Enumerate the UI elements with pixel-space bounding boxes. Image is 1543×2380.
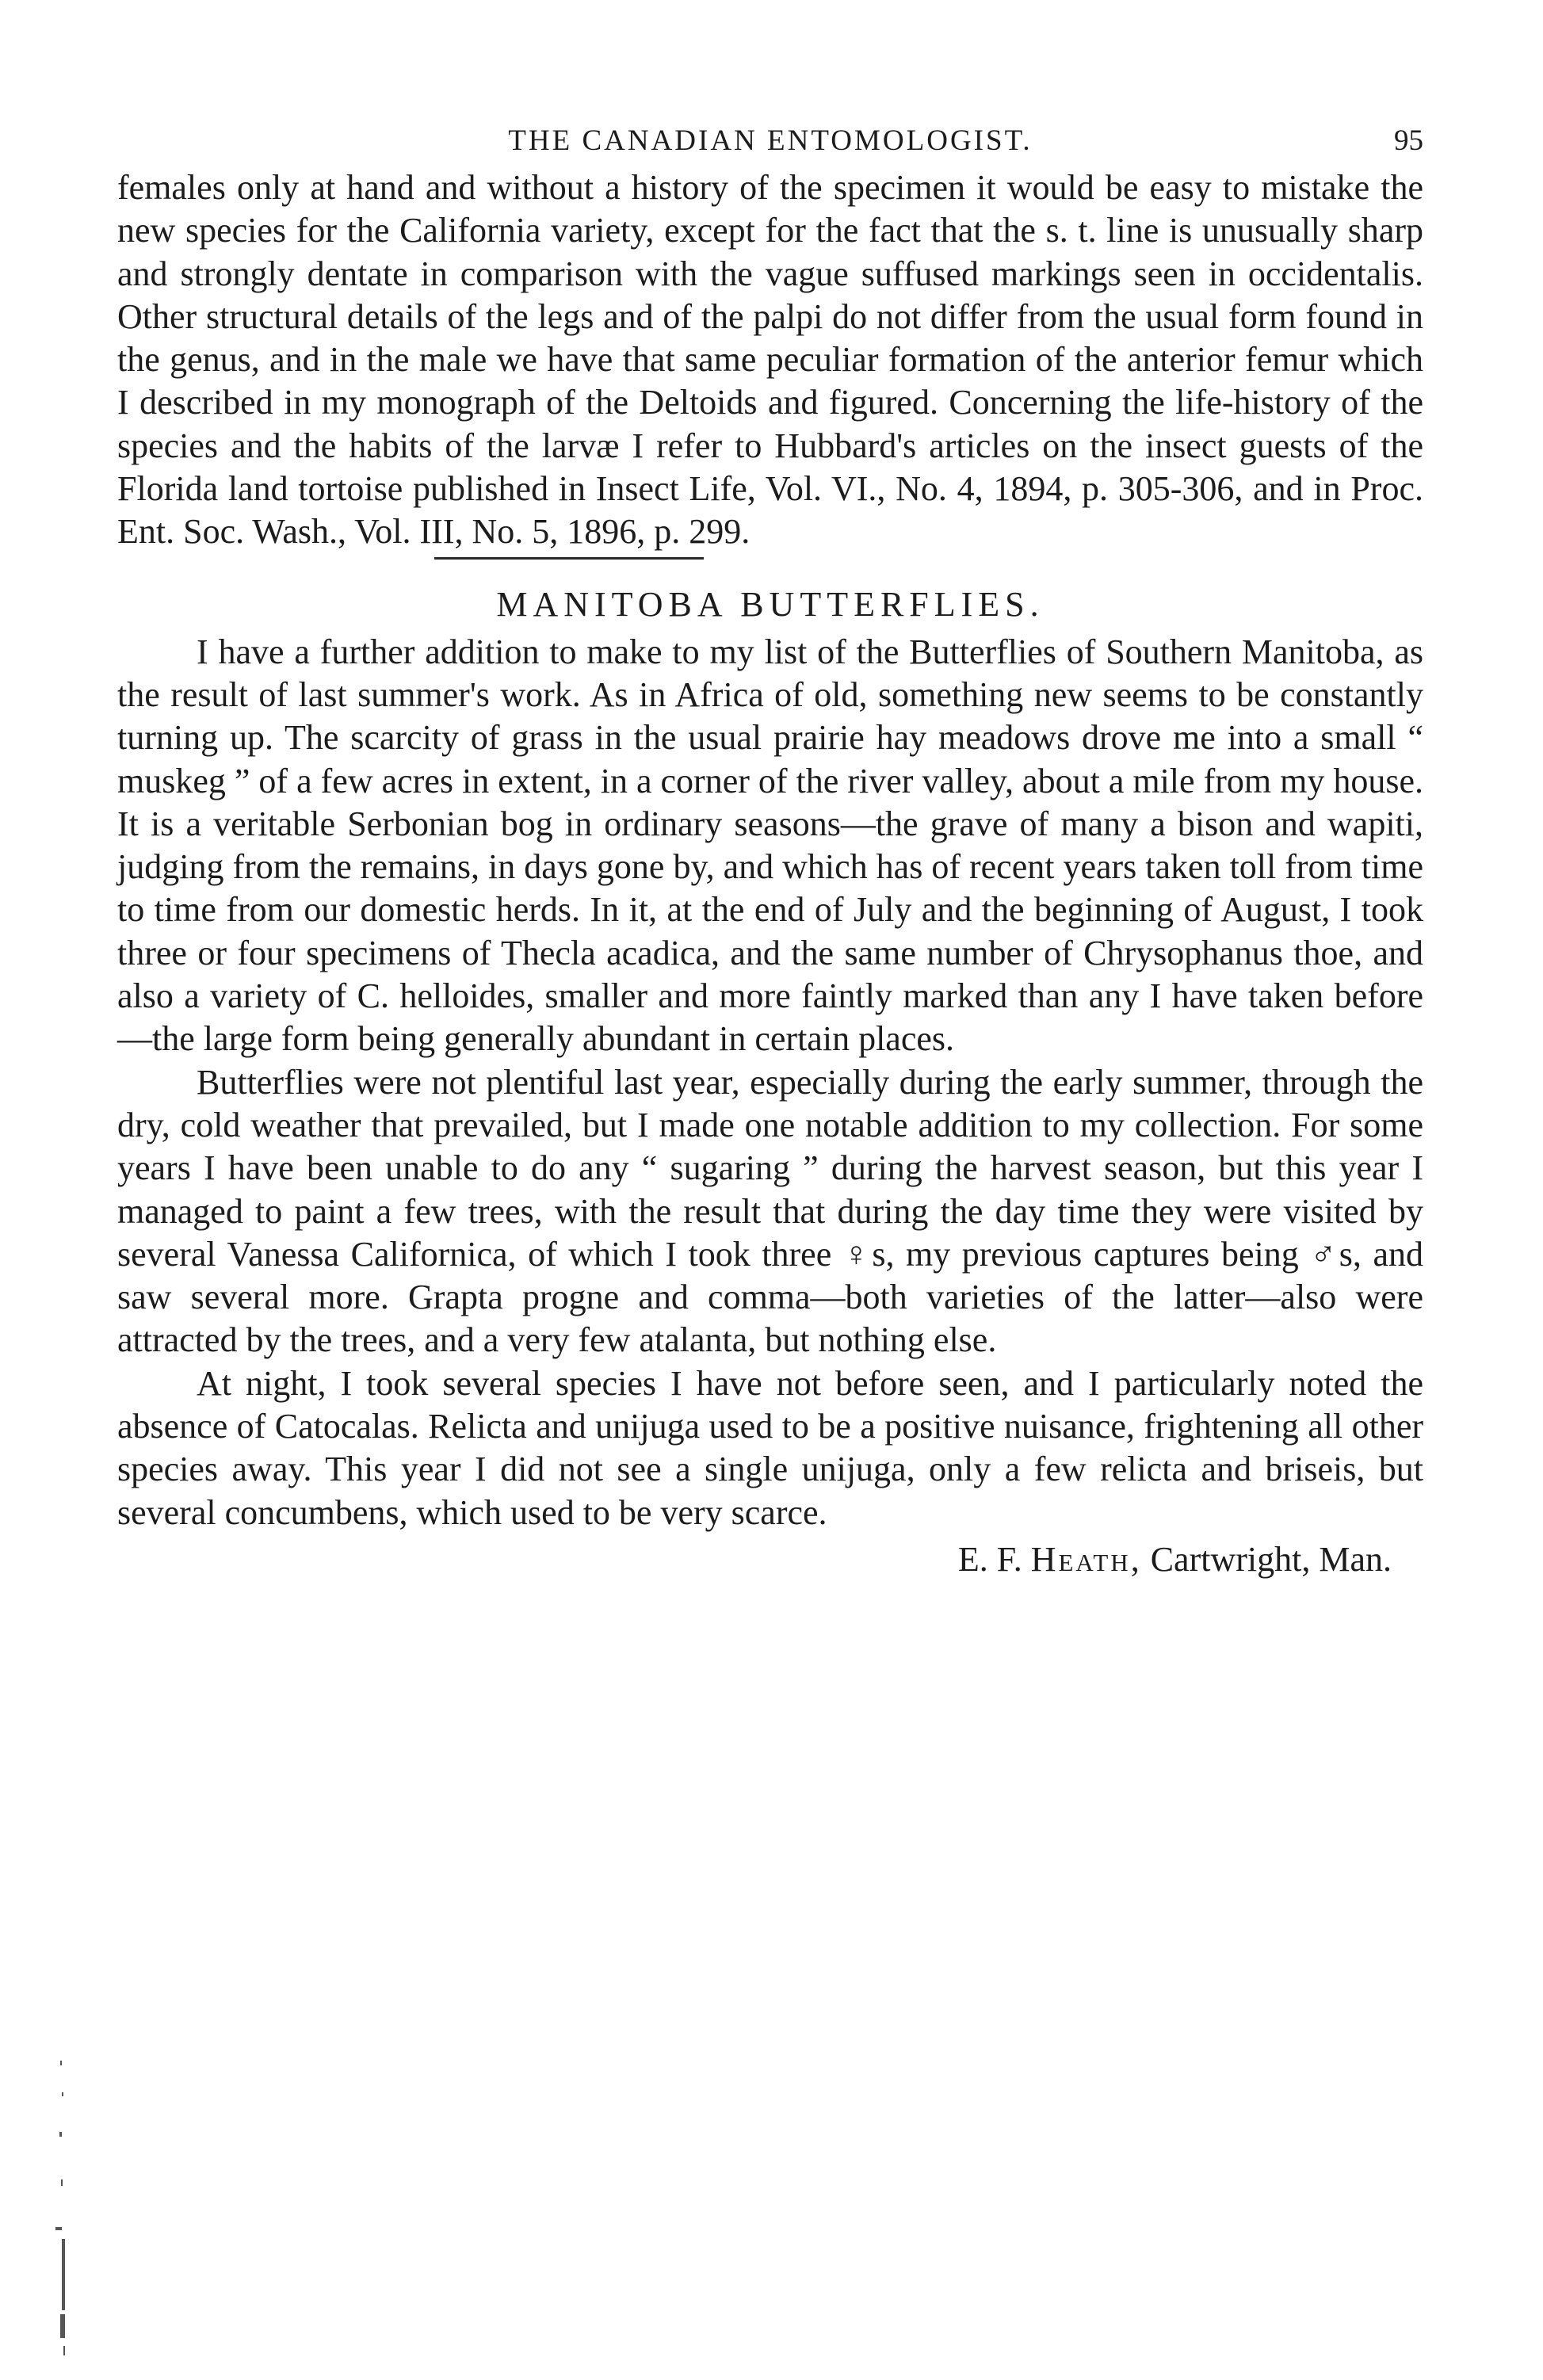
article-title: MANITOBA BUTTERFLIES. — [496, 584, 1045, 624]
article-paragraph-3: At night, I took several species I have not before seen, and I particularly noted the absence of Catocalas. Relicta and unijuga used to be a positive nuisance, frightening all other species away. This year I did not see a single unijuga, only a few relicta and briseis, but several concumbens, which used to be very scarce. — [117, 1363, 1423, 1532]
body-text — [117, 166, 1423, 1534]
article-paragraph-2: Butterflies were not plentiful last year, especially during the early summer, through the dry, cold weather that prevailed, but I made one notable addition to my collection. For some years I have been unable to do any “ sugaring ” during the harvest season, but this year I managed to paint a few trees, with the result that during the day time they were visited by several Vanessa Californica, of which I took three ♀s, my previous captures being ♂s, and saw several more. Grapta progne and comma—both varieties of the latter—also were attracted by the trees, and a very few atalanta, but nothing else. — [117, 1062, 1423, 1360]
author-signature — [117, 1538, 1423, 1582]
running-title: THE CANADIAN ENTOMOLOGIST. — [508, 124, 1033, 157]
page-number: 95 — [1394, 124, 1423, 157]
article-paragraph-1: I have a further addition to make to my list of the Butterflies of Southern Manitoba, as the result of last summer's work. As in Africa of old, something new seems to be constantly turning up. The scarcity of grass in the usual prairie hay meadows drove me into a small “ muskeg ” of a few acres in extent, in a corner of the river valley, about a mile from my house. It is a veritable Serbonian bog in ordinary seasons—the grave of many a bison and wapiti, judging from the remains, in days gone by, and which has of recent years taken toll from time to time from our domestic herds. In it, at the end of July and the beginning of August, I took three or four specimens of Thecla acadica, and the same number of Chrysophanus thoe, and also a variety of C. helloides, smaller and more faintly marked than any I have taken before—the large form being generally abundant in certain places. — [117, 632, 1423, 1059]
binding-margin-marks — [51, 2061, 74, 2362]
author-initials: E. F. — [957, 1539, 1022, 1579]
section-divider — [434, 557, 704, 560]
running-head — [117, 119, 1423, 166]
author-place: Cartwright, Man. — [1150, 1539, 1392, 1579]
author-surname: Heath, — [1030, 1539, 1142, 1579]
page — [117, 119, 1423, 1582]
continuation-paragraph: females only at hand and without a history of the specimen it would be easy to mistake the new species for the California variety, except for the fact that the s. t. line is unusually sharp and strongly dentate in comparison with the vague suffused markings seen in occidentalis. Other structural details of the legs and of the palpi do not differ from the usual form found in the genus, and in the male we have that same peculiar formation of the anterior femur which I described in my monograph of the Deltoids and figured. Concerning the life-history of the species and the habits of the larvæ I refer to Hubbard's articles on the insect guests of the Florida land tortoise published in Insect Life, Vol. VI., No. 4, 1894, p. 305-306, and in Proc. Ent. Soc. Wash., Vol. III, No. 5, 1896, p. 299. — [117, 168, 1423, 552]
